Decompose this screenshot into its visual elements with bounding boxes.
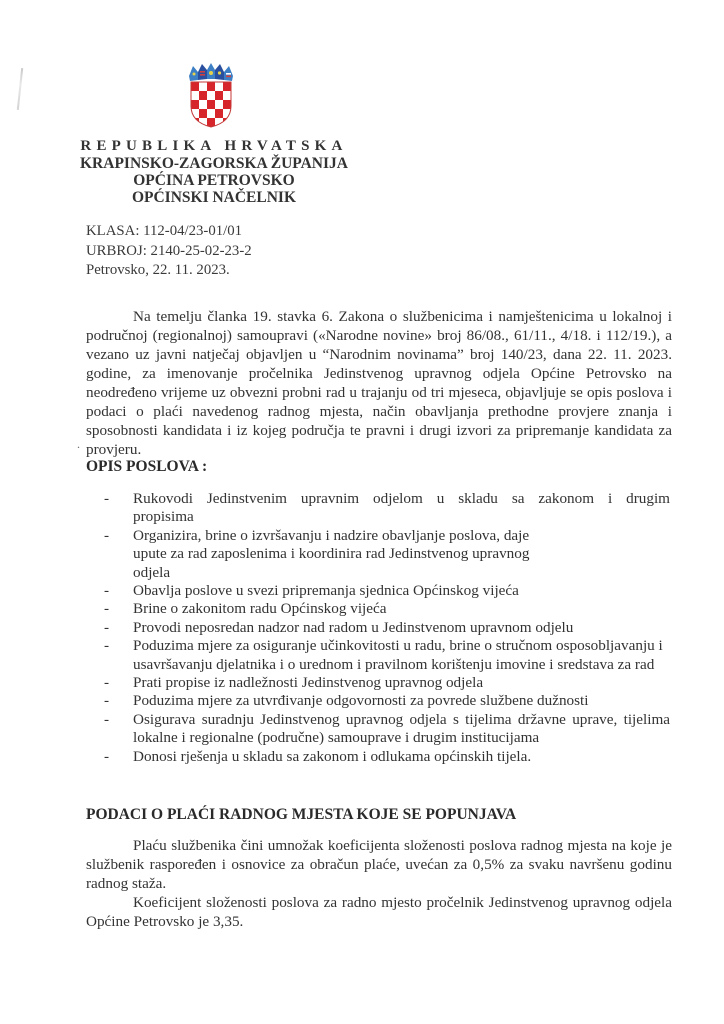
list-item-text: Prati propise iz nadležnosti Jedinstvenog upravnog odjela [133,674,484,692]
list-item [104,582,670,600]
duties-section-title: OPIS POSLOVA : [86,458,208,475]
list-item [104,637,670,674]
pencil-mark [17,68,23,110]
list-item-text: Obavlja poslove u svezi pripremanja sjednica Općinskog vijeća [133,582,519,600]
intro-text: Na temelju članka 19. stavka 6. Zakona o službenicima i namještenicima u lokalnoj i područnoj (regionalnoj) samoupravi («Narodne novine» broj 86/08., 61/11., 4/18. i 112/19.), a vezano uz javni natječaj objavljen u “Narodnim novinama” broj 140/23, dana 22. 11. 2023. godine, za imenovanje pročelnika Jedinstvenog upravnog odjela Općine Petrovsko na neodređeno vrijeme uz obvezni probni rad u trajanju od tri mjeseca, objavljuje se opis poslova i podaci o plaći navedenog radnog mjesta, način obavljanja prethodne provjere znanja i sposobnosti kandidata i iz kojeg područja te pravni i drugi izvori za pripremanje kandidata za provjeru. [86,308,672,458]
list-item [104,692,670,710]
bullet-dash: - [104,582,110,600]
list-item-text: Brine o zakonitom radu Općinskog vijeća [133,600,387,618]
list-item-text: Donosi rješenja u skladu sa zakonom i odlukama općinskih tijela. [133,747,532,765]
klasa: KLASA: 112-04/23-01/01 [86,223,243,239]
duties-list [104,490,670,766]
header-country: REPUBLIKA HRVATSKA [80,138,348,154]
bullet-dash: - [104,674,110,692]
list-item [104,490,670,527]
document-meta [86,222,252,281]
bullet-dash: - [104,747,110,765]
header-municipality: OPĆINA PETROVSKO [133,172,295,189]
list-item [104,748,670,766]
bullet-dash: - [104,710,110,728]
document-header [78,138,350,206]
stray-mark: . [77,437,80,451]
list-item-text: Osigurava suradnju Jedinstvenog upravnog odjela s tijelima državne uprave, tijelima lokalne i regionalne (područne) samouprave i drugim institucijama [133,710,670,747]
urbroj: URBROJ: 2140-25-02-23-2 [86,242,252,259]
list-item-text: Organizira, brine o izvršavanju i nadzire obavljanje poslova, daje upute za rad zaposlenima i koordinira rad Jedinstvenog upravnog odjela [133,526,530,581]
bullet-dash: - [104,692,110,710]
list-item [104,674,670,692]
list-item [104,619,670,637]
bullet-dash: - [104,618,110,636]
list-item-text: Poduzima mjere za utvrđivanje odgovornosti za povrede službene dužnosti [133,692,589,710]
bullet-dash: - [104,526,110,544]
header-county: KRAPINSKO-ZAGORSKA ŽUPANIJA [80,155,348,172]
salary-paragraph: Plaću službenika čini umnožak koeficijenta složenosti poslova radnog mjesta na koje je službenik raspoređen i osnovice za obračun plaće, uvećan za 0,5% za svaku navršenu godinu radnog staža. [86,837,672,892]
list-item [104,527,670,582]
salary-section-title: PODACI O PLAĆI RADNOG MJESTA KOJE SE POPUNJAVA [86,806,517,823]
bullet-dash: - [104,637,110,655]
intro-paragraph [86,307,672,459]
salary-section [86,836,672,931]
list-item-text: Provodi neposredan nadzor nad radom u Jedinstvenom upravnom odjelu [133,618,574,636]
list-item [104,711,670,748]
header-office: OPĆINSKI NAČELNIK [131,189,297,206]
list-item-text: Poduzima mjere za osiguranje učinkovitosti u radu, brine o stručnom osposobljavanju i usavršavanju djelatnika i o urednom i pravilnom korištenju imovine i sredstava za rad [133,637,663,673]
list-item [104,600,670,618]
place-date: Petrovsko, 22. 11. 2023. [86,262,230,278]
bullet-dash: - [104,600,110,618]
croatian-coat-of-arms-icon [187,62,235,128]
salary-paragraph: Koeficijent složenosti poslova za radno mjesto pročelnik Jedinstvenog upravnog odjela Općine Petrovsko je 3,35. [86,894,672,930]
list-item-text: Rukovodi Jedinstvenim upravnim odjelom u skladu sa zakonom i drugim propisima [133,490,670,526]
bullet-dash: - [104,490,110,507]
